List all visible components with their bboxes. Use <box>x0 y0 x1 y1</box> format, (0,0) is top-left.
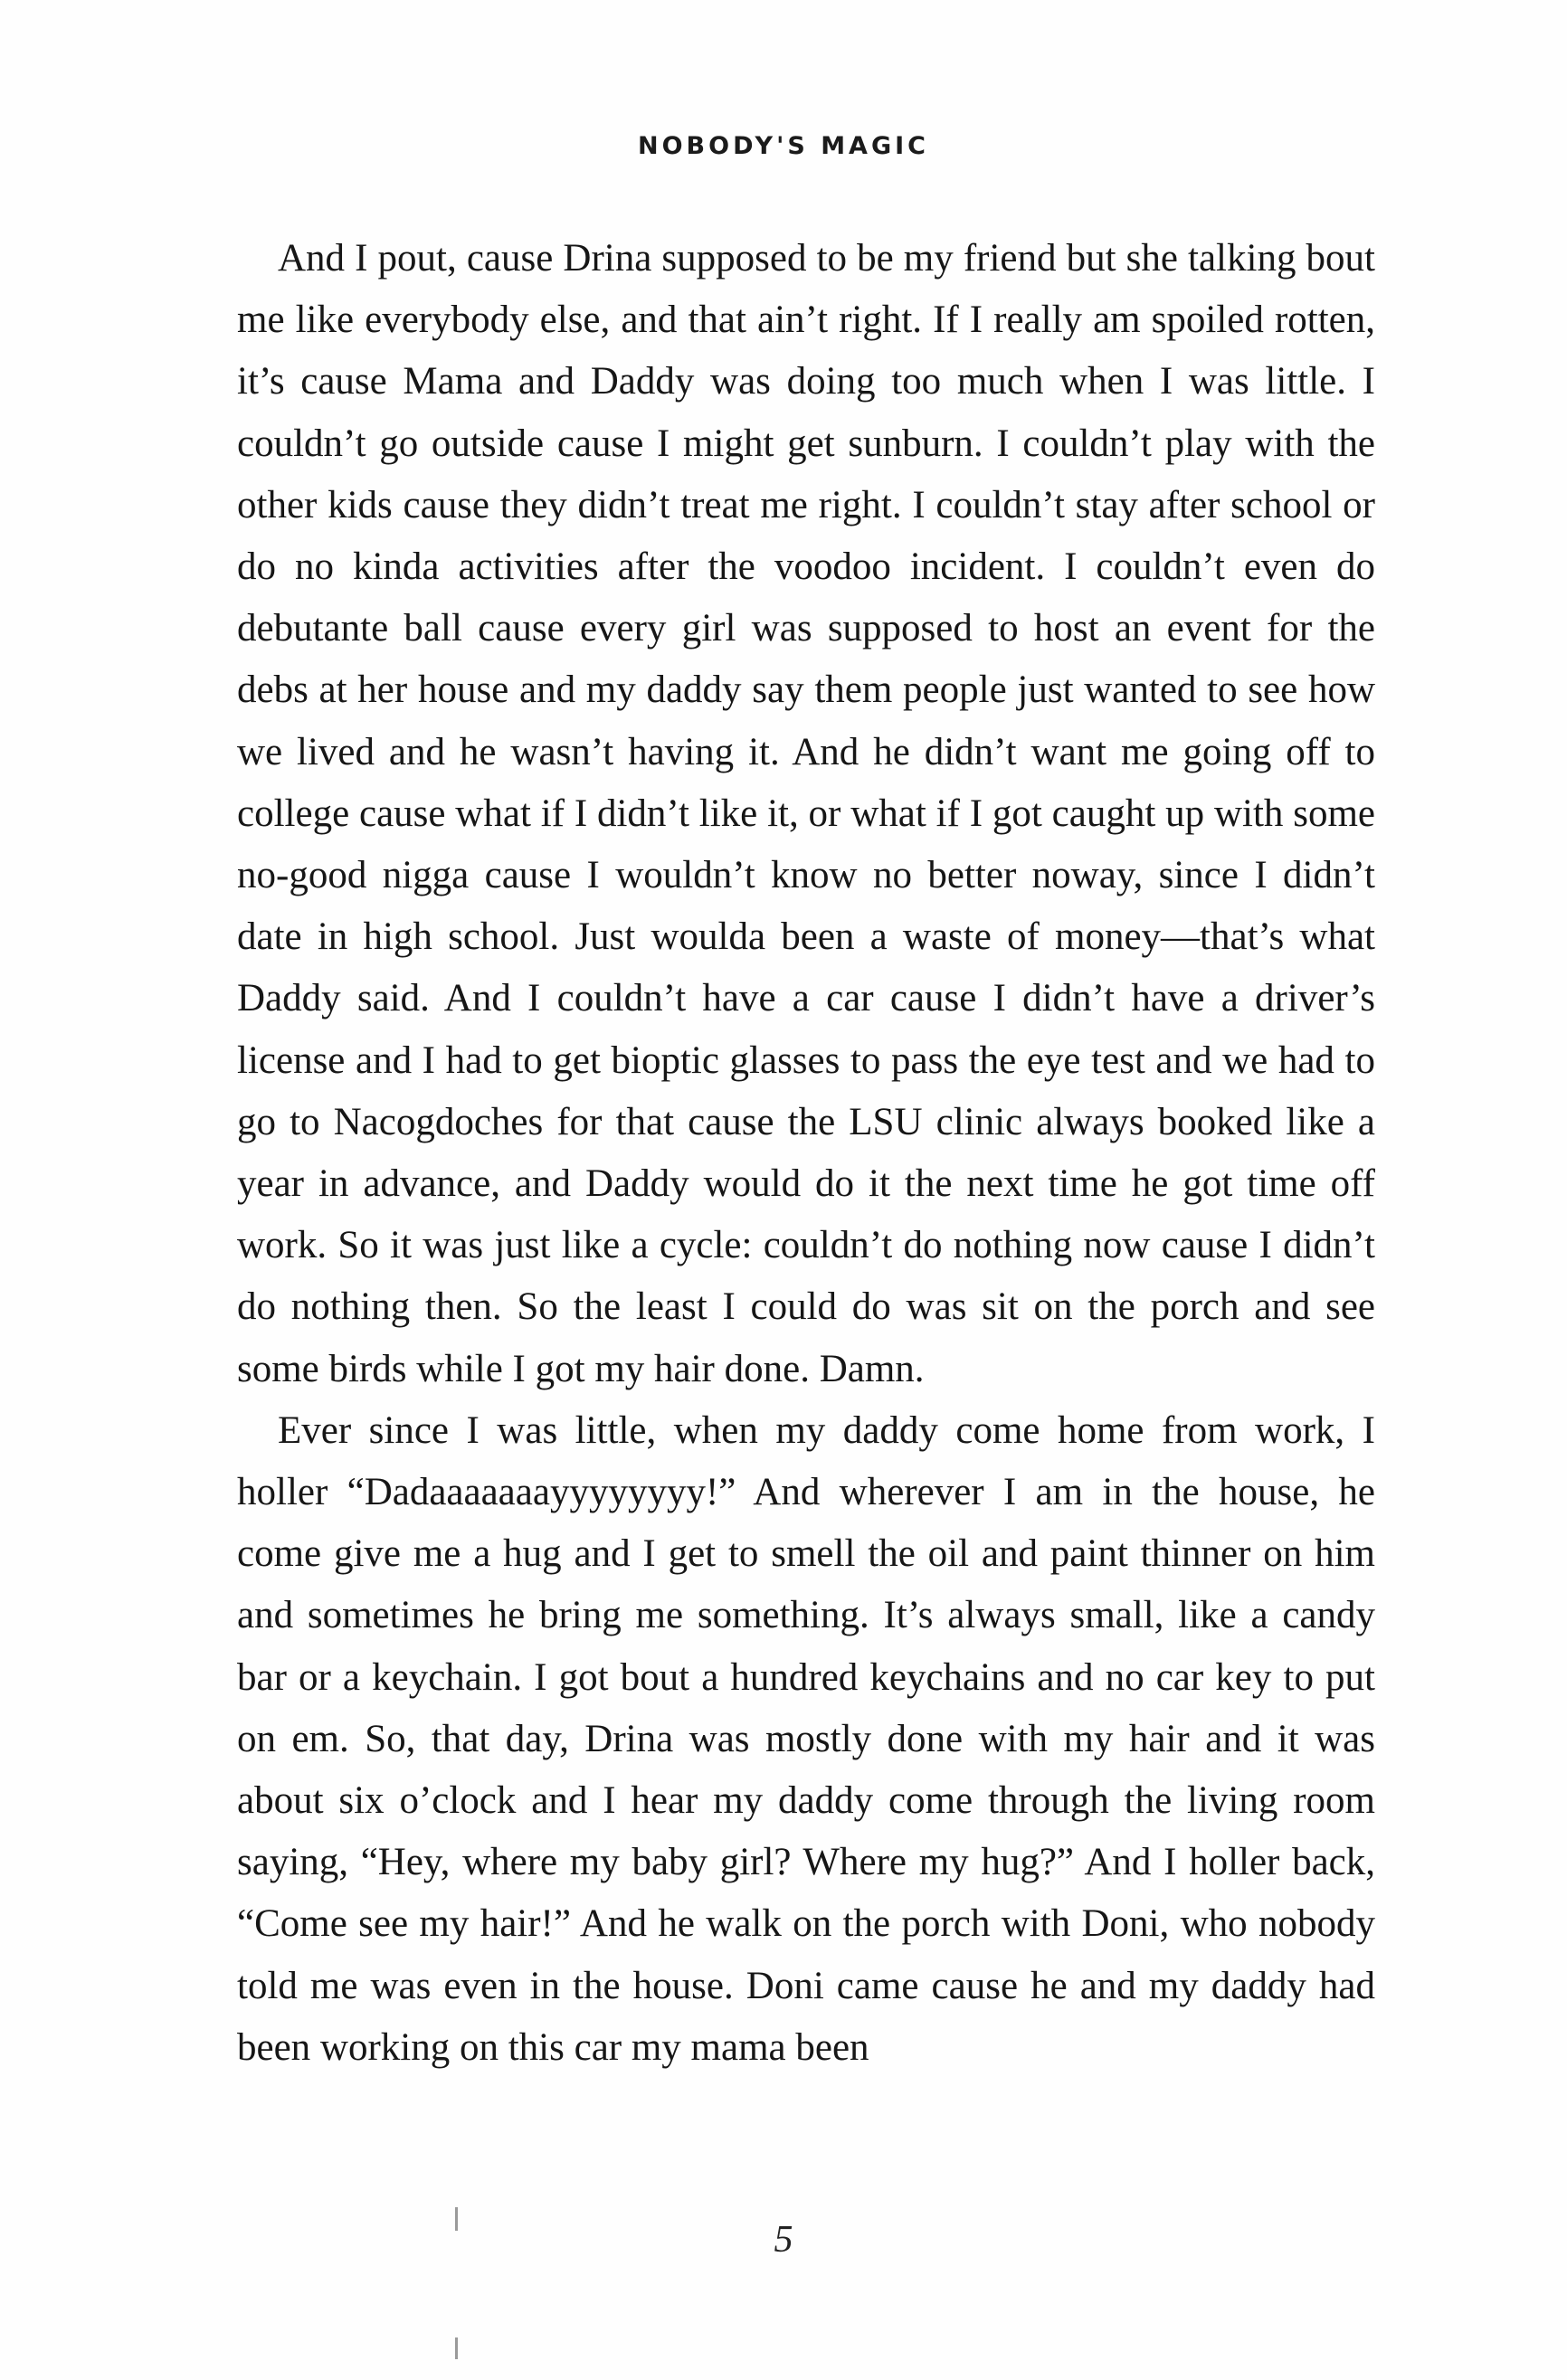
scan-artifact-mark <box>455 2207 458 2231</box>
running-head: NOBODY'S MAGIC <box>638 132 929 160</box>
paragraph: And I pout, cause Drina supposed to be my friend but she talking bout me like everybody else, and that ain’t right. If I really am spoiled rotten, it’s cause Mama and Daddy was doing too much when I was little. I couldn’t go outside cause I might get sunburn. I couldn’t play with the other kids cause they didn’t treat me right. I couldn’t stay after school or do no kinda activities after the voodoo incident. I couldn’t even do debutante ball cause every girl was supposed to host an event for the debs at her house and my daddy say them people just wanted to see how we lived and he wasn’t having it. And he didn’t want me going off to college cause what if I didn’t like it, or what if I got caught up with some no-good nigga cause I wouldn’t know no better noway, since I didn’t date in high school. Just woulda been a waste of money—that’s what Daddy said. And I couldn’t have a car cause I didn’t have a driver’s license and I had to get bioptic glasses to pass the eye test and we had to go to Nacogdoches for that cause the LSU clinic always booked like a year in advance, and Daddy would do it the next time he got time off work. So it was just like a cycle: couldn’t do nothing now cause I didn’t do nothing then. So the least I could do was sit on the porch and see some birds while I got my hair done. Damn. <box>237 237 1375 1390</box>
scan-artifact-mark <box>455 2337 458 2359</box>
paragraph: Ever since I was little, when my daddy come home from work, I holler “Dadaaaaaaayyyyyyyy!” And wherever I am in the house, he come give me a hug and I get to smell the oil and paint thinner on him and sometimes he bring me something. It’s always small, like a candy bar or a keychain. I got bout a hundred keychains and no car key to put on em. So, that day, Drina was mostly done with my hair and it was about six o’clock and I hear my daddy come through the living room saying, “Hey, where my baby girl? Where my hug?” And I holler back, “Come see my hair!” And he walk on the porch with Doni, who nobody told me was even in the house. Doni came cause he and my daddy had been working on this car my mama been <box>237 1408 1375 2069</box>
page-number: 5 <box>774 2219 793 2261</box>
body-text <box>237 228 1375 2079</box>
